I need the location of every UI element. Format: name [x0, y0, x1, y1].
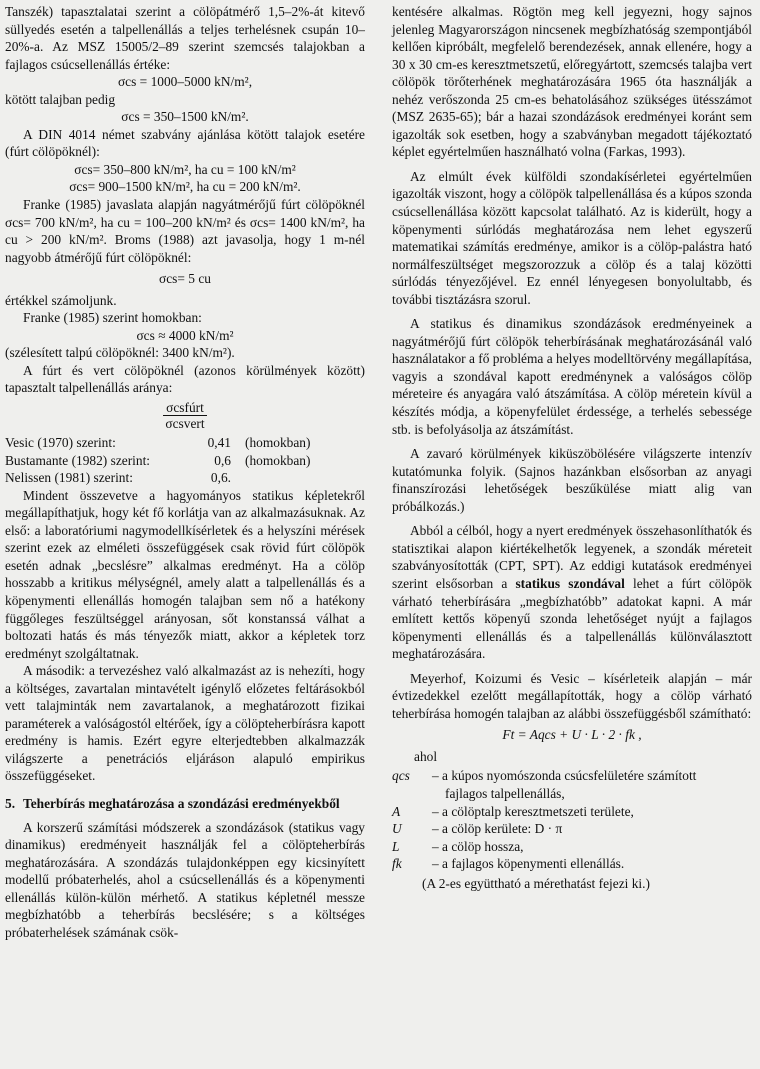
- section-title: Teherbírás meghatározása a szondázási eredményekből: [23, 795, 340, 811]
- paragraph: Franke (1985) szerint homokban:: [23, 310, 202, 326]
- symbol-description: – a cölöp kerülete: D · π: [432, 821, 563, 837]
- section-number: 5.: [5, 795, 16, 811]
- value-cell: 0,6.: [210, 470, 231, 486]
- symbol-description: – a fajlagos köpenymenti ellenállás.: [432, 856, 625, 872]
- value-cell: 0,6: [214, 452, 231, 468]
- symbol-row: [392, 767, 752, 802]
- note-cell: [231, 469, 245, 487]
- symbol-row: [392, 820, 752, 838]
- symbol-row: [392, 803, 752, 821]
- paragraph: A második: a tervezéshez való alkalmazást az is nehezíti, hogy a költséges, zavartalan mintavételt igénylő előzetes feltárásokból vett talajminták nem zavartalanok, a meghatározott fizikai paraméterek a valóságostól eltérőek, így a cölöpteherbírásra kapott eredmény is hamis. Ezért egyre elterjedtebben alkalmazzák világszerte a penetrációs eljáráson alapuló empirikus összefüggéseket.: [5, 663, 365, 784]
- paragraph: (szélesített talpú cölöpöknél: 3400 kN/m²).: [5, 345, 235, 361]
- bold-text: statikus szondával: [515, 575, 625, 591]
- symbol: fk: [392, 856, 402, 872]
- symbol-description: – a cölöptalp keresztmetszeti területe,: [432, 803, 634, 819]
- formula: σcs = 350–1500 kN/m².: [121, 109, 249, 125]
- author-cell: Vesic (1970) szerint:: [5, 435, 116, 451]
- table-row: [5, 452, 365, 470]
- fraction: [163, 400, 206, 431]
- paragraph: kentésére alkalmas. Rögtön meg kell jegyezni, hogy sajnos jelenleg Magyarországon nincsenek megbízhatóság szempontjából kellően kipróbált, megfelelő berendezések, annak ellenére, hogy a 30 x 30 cm-es keresztmetszetű, előregyártott, szemcsés talajba vert cölöpök törőterhének meghatározására 1965 óta használják a nehéz verőszonda 25 cm-es behatolásához szükséges ütésszámot (MSZ 2635-65); bár a hazai szondázások eredményei koránt sem igazolták sok esetben, hogy a szabványban megadott tájékoztató képlet egyértelműen használható volna (Farkas, 1993).: [392, 4, 752, 160]
- paragraph: A statikus és dinamikus szondázások eredményeinek a nagyátmérőjű fúrt cölöpök teherbírásának meghatározásánál való használatakor a fő probléma a helyes modelltörvény megállapítása, vagyis a szondával kapott eredménynek a valóságos cölöp méreteire és anyagára való átszámítása. A cölöp méretein kívül a készítés módja, a köpenyfelület érdessége, a terhelés sebessége stb. is befolyásolja az átszámítást.: [392, 316, 752, 437]
- symbol: L: [392, 838, 400, 854]
- paragraph: [392, 522, 752, 662]
- formula: σcs ≈ 4000 kN/m²: [136, 327, 234, 343]
- paragraph-text: lehet a fúrt cölöpök várható teherbírására „megbízhatóbb” adatokat kapni. A már említett kettős köpenyű szonda lehetőséget nyújt a fajlagos köpenymenti ellenállás és a talpellenállás különválasztott meghatározására.: [392, 575, 752, 662]
- paragraph-text: Abból a célból, hogy a nyert eredmények összehasonlíthatók és statisztikai alapon kiértékelhetők legyenek, a szondák méreteit szabványosították (CPT, SPT). Az eddigi kutatások eredményei szerint elsősorban a: [392, 523, 752, 591]
- ratio-fraction: [5, 400, 365, 431]
- paragraph: A DIN 4014 német szabvány ajánlása kötött talajok esetére (fúrt cölöpöknél):: [5, 126, 365, 160]
- symbol-description: [432, 767, 752, 802]
- author-cell: Bustamante (1982) szerint:: [5, 452, 151, 468]
- ratio-table: [5, 434, 365, 487]
- paragraph: kötött talajban pedig: [5, 91, 116, 107]
- formula: σcs= 900–1500 kN/m², ha cu = 200 kN/m².: [69, 179, 301, 195]
- formula: σcs = 1000–5000 kN/m²,: [117, 74, 253, 90]
- table-row: [5, 434, 365, 452]
- formula: σcs= 350–800 kN/m², ha cu = 100 kN/m²: [74, 161, 296, 177]
- description-continuation: fajlagos talpellenállás,: [445, 785, 565, 801]
- paragraph: A korszerű számítási módszerek a szondázások (statikus vagy dinamikus) eredményeit használják fel a cölöpteherbírás meghatározására. A szondázás tulajdonképpen egy kicsinyített modellű próbaterhelés, ahol a csúcsellenállás és a köpenymenti ellenállás külön-külön mérhető. A statikus képletnél messze megbízhatóbb a teherbírás becslésére; s a költséges próbaterhelések számának csök-: [5, 819, 365, 940]
- fraction-denominator: σcsvert: [165, 416, 205, 432]
- paragraph: értékkel számoljunk.: [5, 292, 117, 308]
- description-text: – a kúpos nyomószonda csúcsfelületére számított: [432, 768, 697, 784]
- fraction-numerator: σcsfúrt: [163, 400, 206, 416]
- paragraph: Tanszék) tapasztalatai szerint a cölöpátmérő 1,5–2%-át kitevő süllyedés esetén a talpellenállás a teljes terhelésnek csupán 10–20%-a. Az MSZ 15005/2–89 szerint szemcsés talajokban a fajlagos csúcsellenállás értéke:: [5, 4, 365, 72]
- teherbiras-formula: Ft = Aqcs + U · L · 2 · fk ,: [502, 727, 642, 743]
- symbol: U: [392, 821, 402, 837]
- formula: σcs= 5 cu: [159, 271, 211, 287]
- where-label: ahol: [414, 748, 438, 764]
- left-column: [5, 3, 365, 941]
- symbol-list: [392, 767, 752, 872]
- paragraph: A fúrt és vert cölöpöknél (azonos körülmények között) tapasztalt talpellenállás aránya:: [5, 362, 365, 396]
- note-cell: (homokban): [245, 435, 311, 451]
- author-cell: Nelissen (1981) szerint:: [5, 470, 133, 486]
- paragraph: Mindent összevetve a hagyományos statikus képletekről megállapíthatjuk, hogy két fő korlátja van az alkalmazásuknak. Az első: a laboratóriumi nagymodellkísérletek és a helyszíni mérések szerint ezek az elméleti összefüggések csak rövid fúrt cölöpök esetén adnak „becslésre” alkalmas eredményt. Ha a cölöp hosszabb a kritikus mélységnél, amely alatt a talpellenállás és a köpenymenti ellenállás homogén talajban sem nő a hatékony függőleges feszültséggel arányosan, sőt konstanssá válhat a boltozati hatás és más tényezők miatt, akkor a képletek torz eredményt szolgáltatnak.: [5, 487, 365, 661]
- symbol: qcs: [392, 768, 410, 784]
- value-cell: 0,41: [207, 435, 231, 451]
- note-cell: (homokban): [245, 452, 311, 468]
- symbol-row: [392, 838, 752, 856]
- paragraph: A zavaró körülmények kiküszöbölésére világszerte intenzív kutatómunka folyik. (Sajnos hazánkban elsősorban az anyagi finanszírozási lehetőségek beszűkülése miatt alig van próbálkozás.): [392, 446, 752, 514]
- symbol: A: [392, 803, 401, 819]
- paragraph: Franke (1985) javaslata alapján nagyátmérőjű fúrt cölöpöknél σcs= 700 kN/m², ha cu = 100–200 kN/m² és σcs= 1400 kN/m², ha cu > 200 kN/m². Broms (1988) azt javasolja, hogy 1 m-nél nagyobb átmérőjű fúrt cölöpöknél:: [5, 197, 365, 265]
- symbol-row: [392, 855, 752, 873]
- note: (A 2-es együttható a mérethatást fejezi ki.): [422, 875, 650, 891]
- symbol-description: – a cölöp hossza,: [432, 838, 524, 854]
- paragraph: Meyerhof, Koizumi és Vesic – kísérleteik alapján – már évtizedekkel ezelőtt megállapították, hogy a cölöp várható teherbírása homogén talajban az alábbi összefüggésből számítható:: [392, 670, 752, 721]
- right-column: [392, 3, 752, 892]
- table-row: [5, 469, 365, 487]
- section-heading: [5, 795, 365, 813]
- paragraph: Az elmúlt évek külföldi szondakísérletei egyértelműen igazolták viszont, hogy a cölöpök talpellenállása és a kúpos szonda csúcsellenállása között kapcsolat található. Az is kiderült, hogy a köpenymenti súrlódás meghatározása nem lehet egyszerű matematikai számítás eredménye, amikor is a cölöp-palástra ható normálfeszültséget megszorozzuk a cölöp és a talaj közötti súrlódás tényezőjével. Ez ennél lényegesen bonyolultabb, és további tisztázásra szorul.: [392, 168, 752, 307]
